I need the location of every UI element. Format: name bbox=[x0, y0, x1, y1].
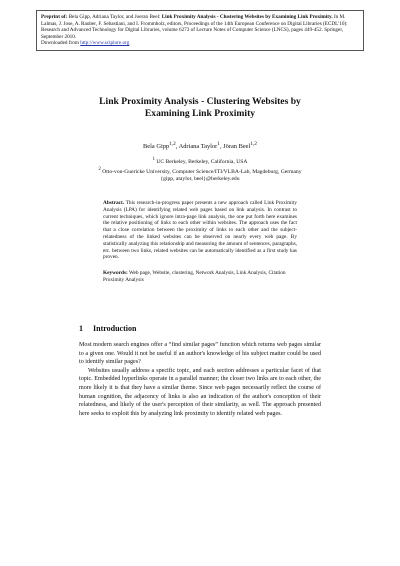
preprint-authors: Bela Gipp, Adriana Taylor, and Joeran Beel: bbox=[68, 14, 161, 20]
affiliation-1 bbox=[40, 156, 360, 166]
intro-paragraph-2: Websites usually address a specific topic, and each section addresses a particular facet of that topic. Embedded hyperlinks operate in a parallel manner; the closer two links are to each other, the more likely it is that they have a similar theme. Since web pages necessarily reflect the course of human cognition, the adjacency of links is also an indication of the author's conception of their relatedness, and likely of the user's perception of their similarity, as well. The approach presented here seeks to exploit this by analyzing link proximity to identify related web pages. bbox=[79, 367, 321, 417]
preprint-download-prefix: Downloaded from bbox=[41, 40, 79, 47]
abstract-text: This research-in-progress paper presents a new approach called Link Proximity Analysis (LPA) for identifying related web pages based on link analysis. In contrast to current techniques, which ignore intra-page link analysis, the one put forth here examines the relative positioning of links to each other within websites. The approach uses the fact that a close correlation between the proximity of links to each other and the subject-relatedness of the linked websites can be observed on nearly every web page. By statistically analyzing this relationship and measuring the amount of sentences, paragraphs, etc. between two links, related websites can be automatically identified as a first study has proven. bbox=[103, 200, 297, 261]
affiliation-2-text: Otto-von-Guericke University, Computer Science/ITI/VLBA-Lab, Magdeburg, Germany bbox=[100, 168, 302, 175]
paper-title bbox=[60, 96, 340, 120]
paper-title-line1: Link Proximity Analysis - Clustering Websites by bbox=[99, 96, 301, 107]
section-title: Introduction bbox=[93, 324, 137, 333]
author-list bbox=[40, 140, 360, 151]
sciplore-link[interactable]: http://www.sciplore.org bbox=[80, 40, 130, 47]
paper-title-line2: Examining Link Proximity bbox=[144, 108, 256, 119]
abstract bbox=[103, 200, 297, 261]
abstract-label: Abstract. bbox=[103, 200, 125, 206]
affiliation-2 bbox=[40, 166, 360, 176]
keywords-label: Keywords: bbox=[103, 270, 128, 276]
author-gipp: Bela Gipp bbox=[143, 143, 170, 151]
intro-paragraph-1: Most modern search engines offer a “find similar pages” function which returns web pages similar to a given one. Would it not be useful if an author's knowledge of his subject matter could be used to identify similar pages? bbox=[79, 342, 321, 366]
keywords-text: Web page, Website, clustering, Network Analysis, Link Analysis, Citation Proximity Analysis bbox=[103, 270, 286, 283]
preprint-label: Preprint of: bbox=[41, 14, 68, 20]
author-emails: {gipp, ataylor, beel}@berkeley.edu bbox=[160, 176, 240, 183]
affiliation-2-mark: 2 bbox=[98, 167, 101, 173]
affiliations bbox=[40, 156, 360, 183]
author-taylor-affil: 1 bbox=[217, 141, 220, 147]
author-beel-affil: 1,2 bbox=[250, 141, 257, 147]
author-gipp-affil: 1,2 bbox=[169, 141, 176, 147]
preprint-title: Link Proximity Analysis - Clustering Websites by Examining Link Proximity. bbox=[161, 14, 333, 20]
preprint-notice-box bbox=[36, 10, 364, 51]
preprint-citation: In M. Lalmas, J. Jose, A. Rauber, F. Sebastiani, and I. Frommholz, editors, Proceedings of the 14th European Conference on Digital Libraries (ECDL'10): Research and Advanced Technology for Digital Libraries, volume 6273 of Lecture Notes of Computer Science (LNCS), pages 449-452. Springer, September 2010. bbox=[41, 14, 348, 40]
author-beel: , Jöran Beel bbox=[219, 143, 251, 151]
introduction-body bbox=[79, 341, 321, 418]
affiliation-1-text: UC Berkeley, Berkeley, California, USA bbox=[154, 158, 248, 165]
affiliation-1-mark: 1 bbox=[152, 157, 155, 162]
section-number: 1 bbox=[79, 324, 83, 333]
section-heading-introduction bbox=[79, 324, 136, 334]
keywords bbox=[103, 270, 297, 284]
author-taylor: , Adriana Taylor bbox=[175, 143, 218, 151]
